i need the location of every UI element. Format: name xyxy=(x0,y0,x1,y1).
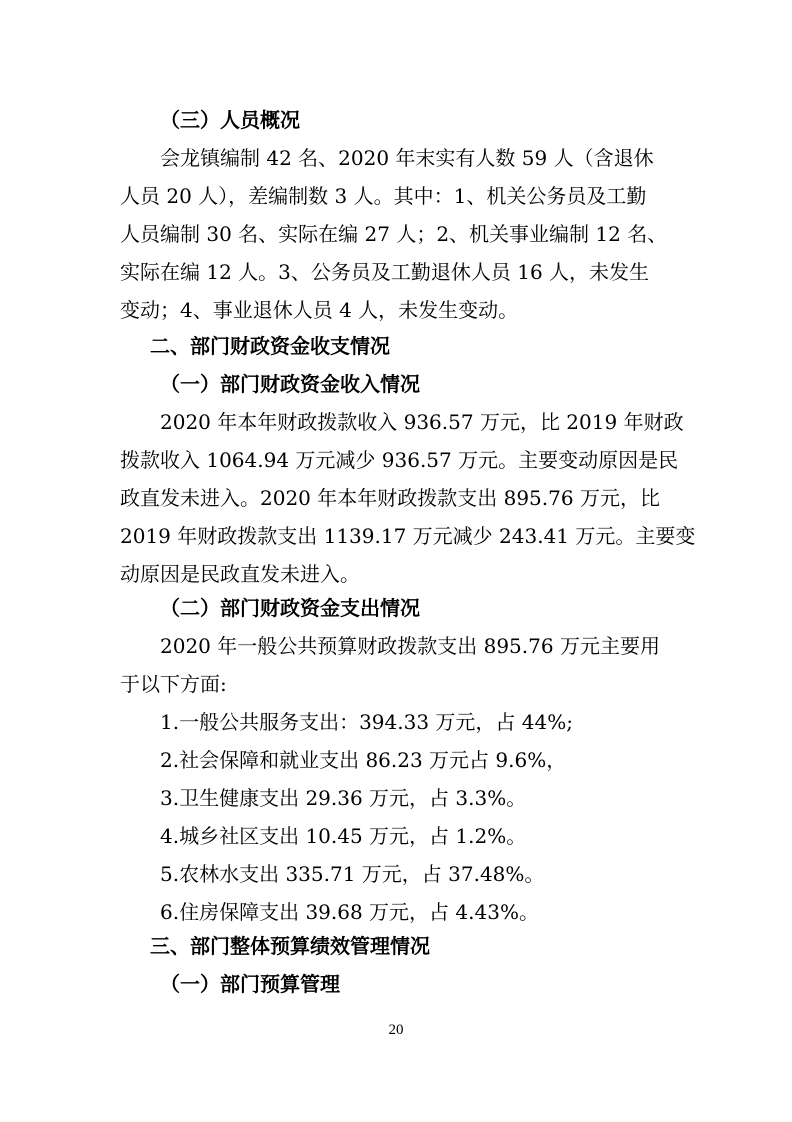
paragraph-line: 变动；4、事业退休人员 4 人，未发生变动。 xyxy=(120,298,519,322)
part-heading-performance: 三、部门整体预算绩效管理情况 xyxy=(150,934,430,958)
paragraph-line: 2020 年本年财政拨款收入 936.57 万元，比 2019 年财政 xyxy=(160,410,684,434)
page-number: 20 xyxy=(388,1022,404,1038)
section-heading-expense: （二）部门财政资金支出情况 xyxy=(160,596,420,620)
expense-list-item: 4.城乡社区支出 10.45 万元，占 1.2%。 xyxy=(160,824,527,848)
paragraph-line: 2020 年一般公共预算财政拨款支出 895.76 万元主要用 xyxy=(160,634,660,658)
paragraph-line: 人员 20 人），差编制数 3 人。其中：1、机关公务员及工勤 xyxy=(120,184,647,208)
section-heading-budget: （一）部门预算管理 xyxy=(160,972,340,996)
expense-list-item: 2.社会保障和就业支出 86.23 万元占 9.6%， xyxy=(160,748,567,772)
expense-list-item: 1.一般公共服务支出：394.33 万元，占 44%; xyxy=(160,710,573,734)
paragraph-line: 于以下方面: xyxy=(120,672,227,696)
paragraph-line: 拨款收入 1064.94 万元减少 936.57 万元。主要变动原因是民 xyxy=(120,448,679,472)
paragraph-line: 政直发未进入。2020 年本年财政拨款支出 895.76 万元，比 xyxy=(120,486,660,510)
paragraph-line: 2019 年财政拨款支出 1139.17 万元减少 243.41 万元。主要变 xyxy=(120,524,696,548)
paragraph-line: 人员编制 30 名、实际在编 27 人；2、机关事业编制 12 名、 xyxy=(120,222,668,246)
expense-list-item: 5.农林水支出 335.71 万元，占 37.48%。 xyxy=(160,862,545,886)
part-heading-finance: 二、部门财政资金收支情况 xyxy=(150,334,390,358)
section-heading-personnel: （三）人员概况 xyxy=(160,108,300,132)
section-heading-income: （一）部门财政资金收入情况 xyxy=(160,372,420,396)
expense-list-item: 6.住房保障支出 39.68 万元，占 4.43%。 xyxy=(160,900,539,924)
paragraph-line: 实际在编 12 人。3、公务员及工勤退休人员 16 人，未发生 xyxy=(120,260,650,284)
expense-list-item: 3.卫生健康支出 29.36 万元，占 3.3%。 xyxy=(160,786,527,810)
paragraph-line: 会龙镇编制 42 名、2020 年末实有人数 59 人（含退休 xyxy=(160,146,654,170)
paragraph-line: 动原因是民政直发未进入。 xyxy=(120,562,360,586)
